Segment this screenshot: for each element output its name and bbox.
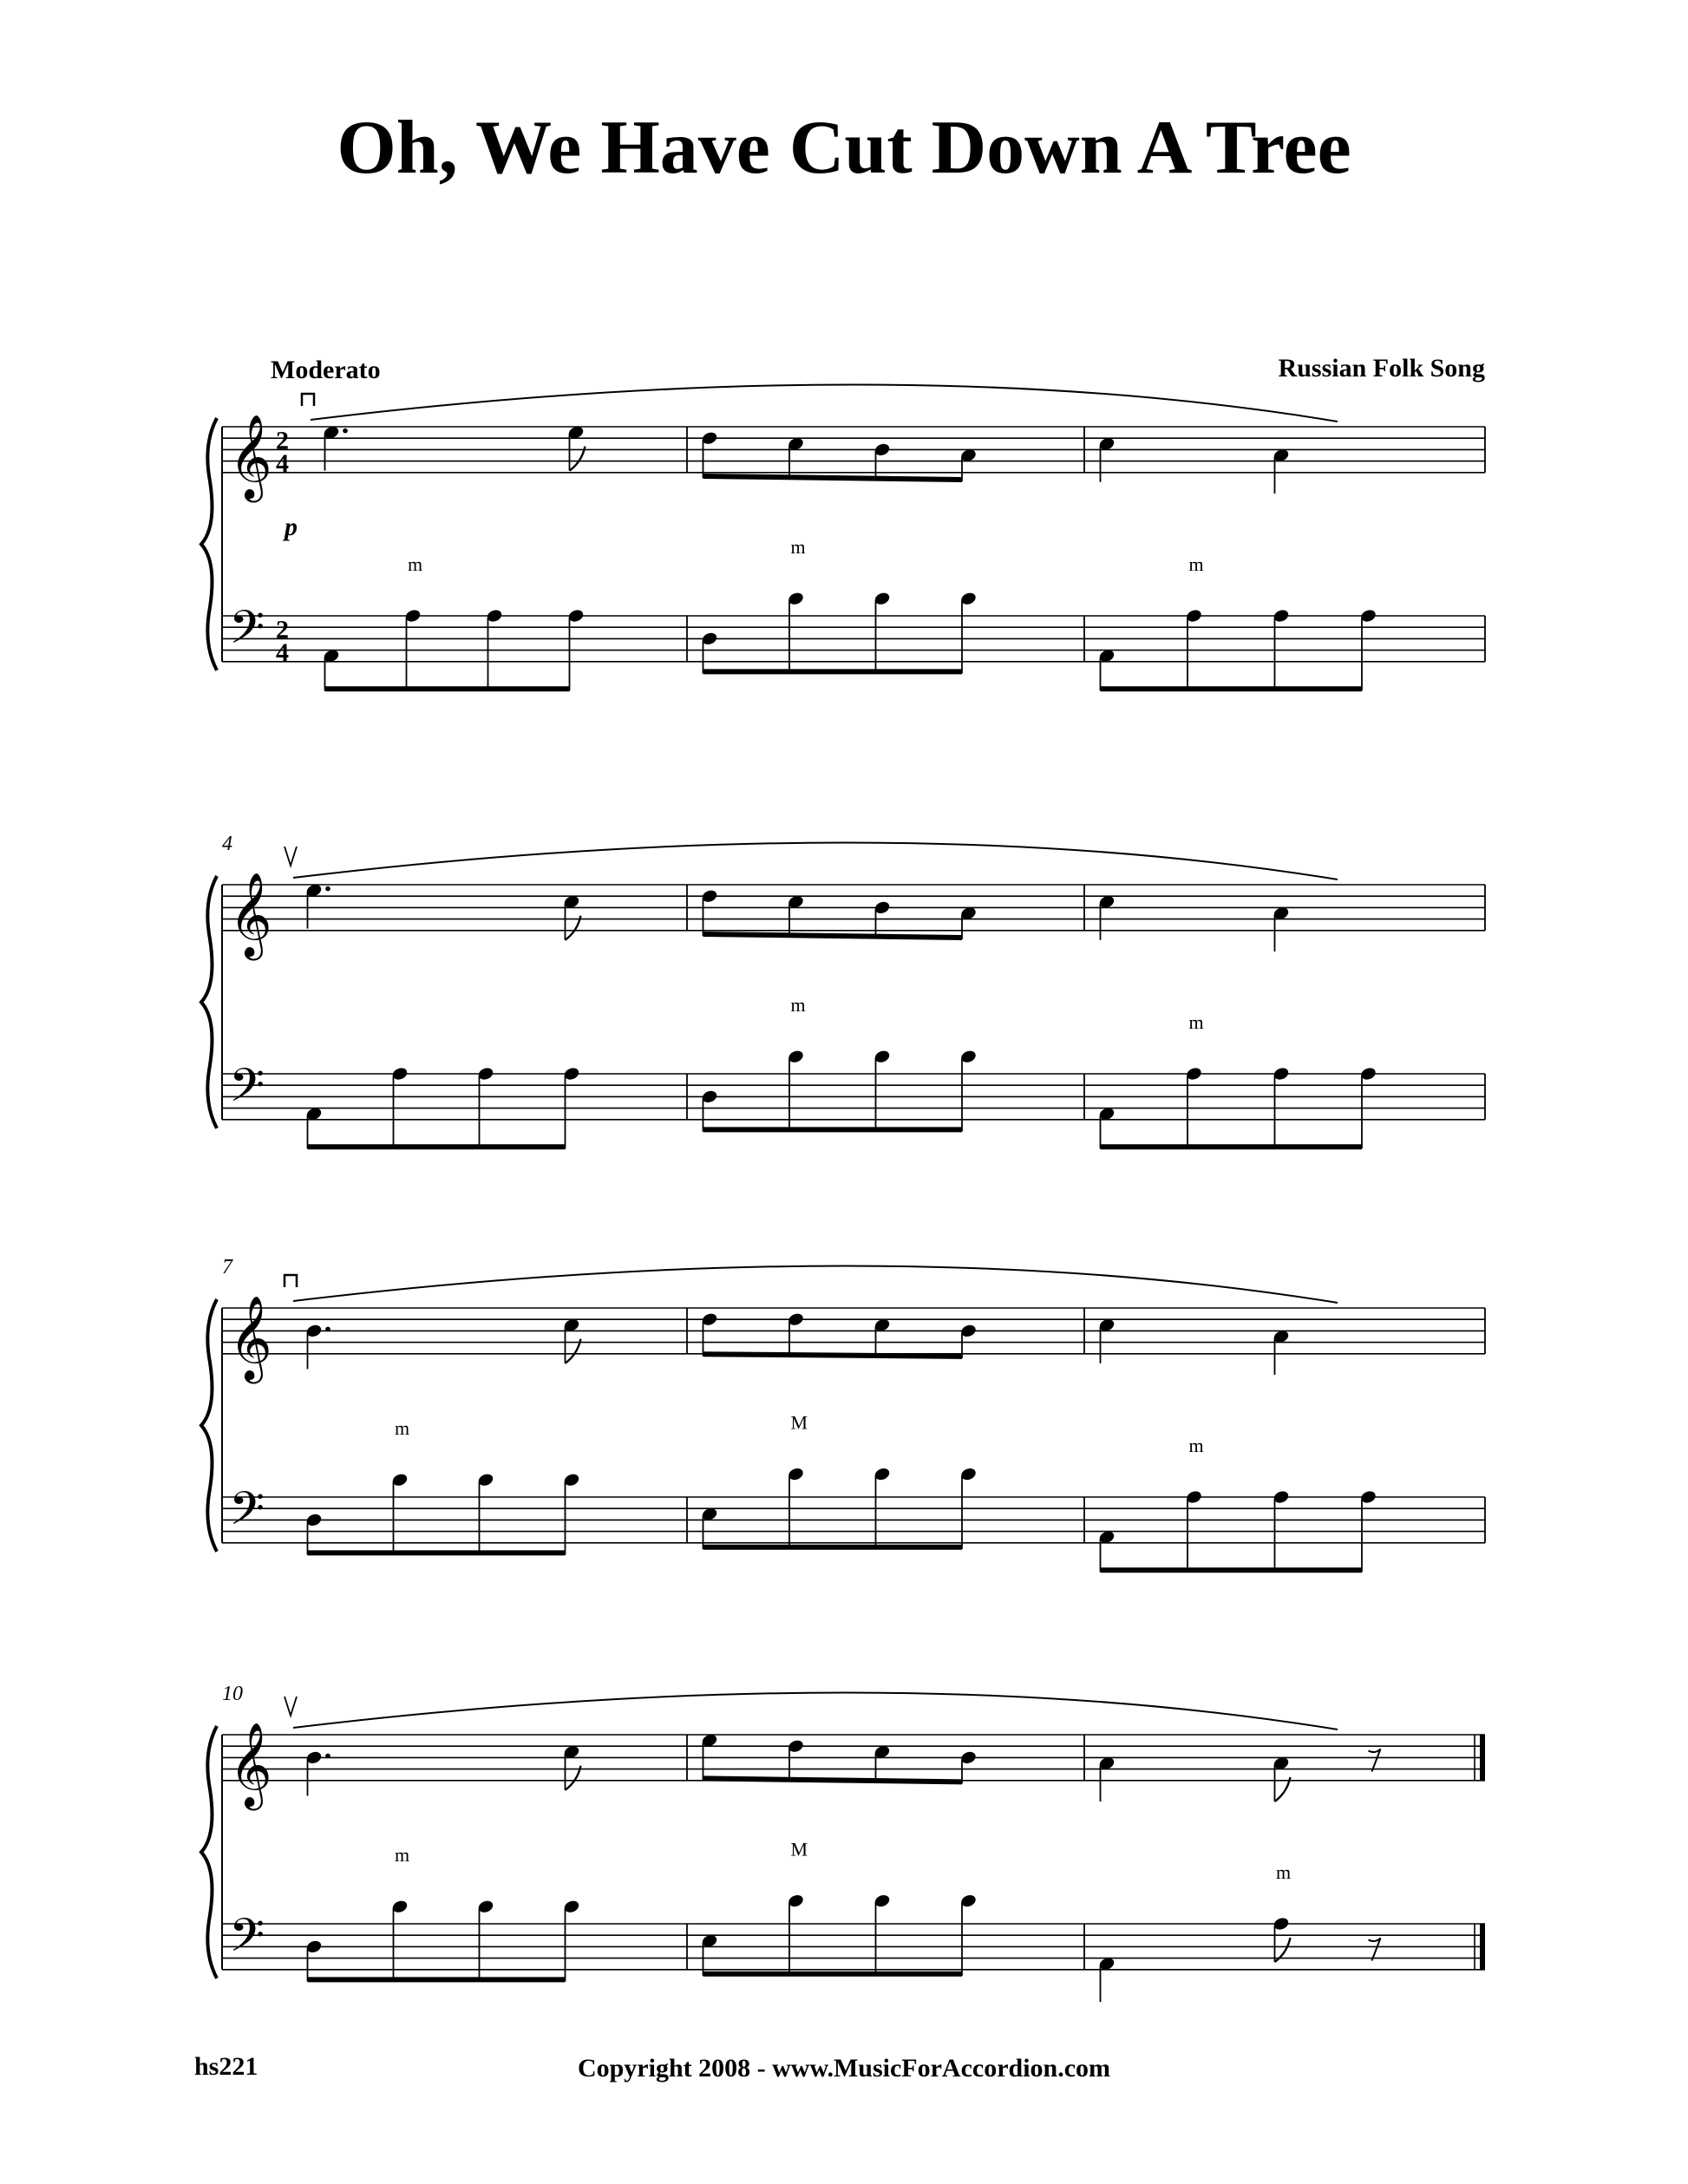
bass-fingering-label: m <box>395 1417 410 1440</box>
brace <box>201 1299 217 1552</box>
dot <box>325 1327 330 1332</box>
dot <box>325 1754 330 1759</box>
beam <box>1101 686 1363 691</box>
bow-down-icon <box>285 1275 297 1287</box>
beam <box>1101 1567 1363 1573</box>
tempo-marking: Moderato <box>271 356 381 384</box>
bass-fingering-label: m <box>395 1844 410 1867</box>
eighth-rest <box>1369 1749 1381 1771</box>
slur <box>311 384 1338 422</box>
measure-number: 7 <box>222 1256 232 1278</box>
treble-clef: 𝄞 <box>229 1298 272 1379</box>
dot <box>325 886 330 892</box>
system-2 <box>201 833 1485 1149</box>
bass-fingering-label: m <box>790 994 806 1017</box>
final-barline-thick <box>1480 1924 1485 1970</box>
beam <box>308 1550 566 1555</box>
measure-number: 4 <box>222 833 232 855</box>
bass-fingering-label: M <box>790 1838 808 1860</box>
bass-fingering-label: m <box>1276 1861 1292 1883</box>
bow-up-icon <box>285 847 297 866</box>
dynamic-marking: p <box>285 512 298 541</box>
slur <box>293 1265 1338 1303</box>
bass-fingering-label: m <box>790 536 806 559</box>
treble-clef: 𝄞 <box>229 1724 272 1806</box>
beam <box>703 1971 963 1977</box>
treble-clef: 𝄞 <box>229 874 272 956</box>
measure-number: 10 <box>222 1683 243 1705</box>
eighth-rest <box>1369 1938 1381 1960</box>
copyright-notice: Copyright 2008 - www.MusicForAccordion.com <box>577 2054 1111 2083</box>
page-title: Oh, We Have Cut Down A Tree <box>337 106 1351 190</box>
beam <box>703 1545 963 1550</box>
beam <box>308 1977 566 1982</box>
slur <box>293 1692 1338 1730</box>
bow-up-icon <box>285 1697 297 1716</box>
beam <box>703 669 963 674</box>
beam <box>703 474 963 482</box>
brace <box>201 876 217 1128</box>
time-signature-bottom: 4 <box>276 448 289 478</box>
bass-fingering-label: m <box>1188 553 1204 575</box>
beam <box>703 1351 963 1359</box>
final-barline-thick <box>1480 1735 1485 1781</box>
beam <box>308 1144 566 1149</box>
bass-clef: 𝄢 <box>229 1910 265 1972</box>
beam <box>703 1775 963 1784</box>
slur <box>293 842 1338 879</box>
time-signature-top: 2 <box>276 615 289 644</box>
bass-clef: 𝄢 <box>229 1060 265 1122</box>
beam <box>703 932 963 940</box>
bass-fingering-label: m <box>1188 1435 1204 1456</box>
composer-credit: Russian Folk Song <box>1278 354 1485 383</box>
brace <box>201 418 217 670</box>
system-4 <box>201 1683 1485 2002</box>
catalog-code: hs221 <box>194 2052 258 2081</box>
bass-fingering-label: m <box>1188 1011 1204 1033</box>
bass-fingering-label: m <box>408 553 423 575</box>
time-signature-top: 2 <box>276 426 289 455</box>
treble-clef: 𝄞 <box>229 416 272 498</box>
time-signature-bottom: 4 <box>276 638 289 667</box>
system-3 <box>201 1256 1485 1573</box>
beam <box>703 1127 963 1132</box>
beam <box>1101 1144 1363 1149</box>
beam <box>325 686 570 691</box>
system-1 <box>201 384 1485 691</box>
bow-down-icon <box>302 394 314 406</box>
dot <box>343 428 348 434</box>
bass-fingering-label: M <box>790 1411 808 1434</box>
bass-clef: 𝄢 <box>229 602 265 664</box>
brace <box>201 1726 217 1978</box>
bass-clef: 𝄢 <box>229 1483 265 1546</box>
